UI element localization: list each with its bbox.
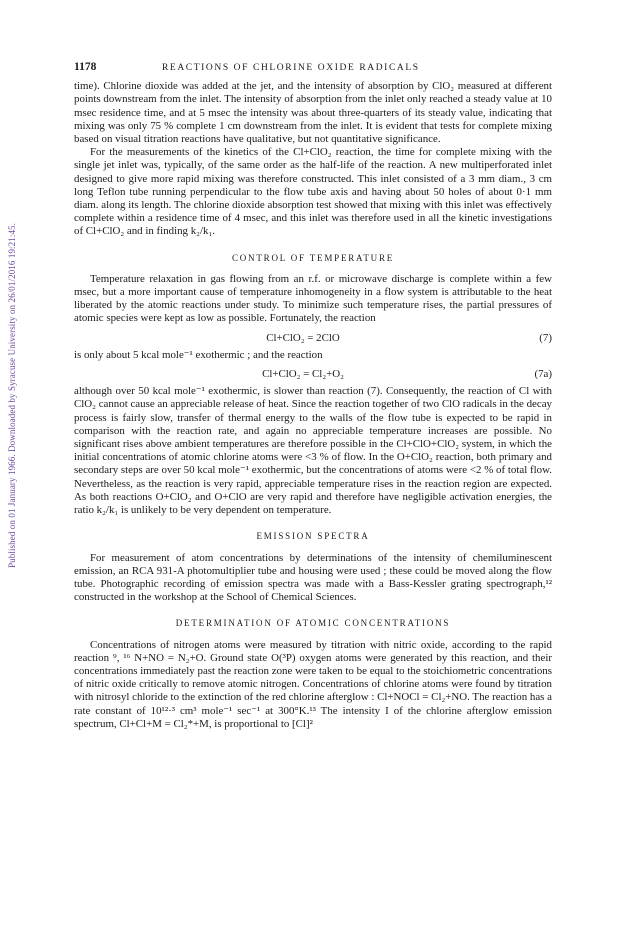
equation-7-number: (7) xyxy=(539,331,552,344)
section-heading-emission: EMISSION SPECTRA xyxy=(256,531,370,542)
equation-7-body: Cl+ClO₂ = 2ClO xyxy=(266,331,340,344)
paragraph-emission-spectra: For measurement of atom concentrations by determinations of the intensity of chemiluminescent emission, an RCA 931-A photomultiplier tube and housing were used ; these could be moved along the flow tube. Photographic recording of emission spectra was made with a Bass-Kessler grating spectrograph,¹² constructed in the workshop at the School of Chemical Sciences. xyxy=(74,551,552,604)
paragraph-kinetics-inlet: For the measurements of the kinetics of the Cl+ClO₂ reaction, the time for complete mixing with the single jet inlet was, typically, of the same order as the half-life of the reaction. A new multiperforated inlet designed to give more rapid mixing was therefore constructed. This inlet consisted of a 3 mm diam., 3 cm long Teflon tube running perpendicular to the flow tube axis and having about 50 holes of about 0·1 mm diam. along its length. The chlorine dioxide absorption test showed that mixing with this inlet was effectively complete within a residence time of 4 msec, and this inlet was therefore used in all the kinetic investigations of Cl+ClO₂ and in finding k₂/k₁. xyxy=(74,146,552,238)
paper-page xyxy=(74,61,552,731)
paragraph-temperature-discussion: although over 50 kcal mole⁻¹ exothermic, is slower than reaction (7). Consequently, the reaction of Cl with ClO₂ cannot cause an appreciable release of heat. Since the reaction together of two ClO radicals in the decay process is fairly slow, transfer of thermal energy to the walls of the flow tube is expected to be rapid in comparison with the reaction rate, and again no appreciable temperature increases are possible. No significant rises above ambient temperatures are therefore possible in the Cl+ClO+ClO₂ system, in which the initial concentrations of atomic chlorine atoms were <3 % of flow. In the O+ClO₂ reaction, both primary and secondary steps are over 50 kcal mole⁻¹ exothermic, but the concentrations of atoms were <2 % of total flow. Nevertheless, as the reaction is very rapid, appreciable temperature rises in the reaction region are expected. As both reactions O+ClO₂ and O+ClO are very rapid and therefore have negligible activation energies, the ratio k₂/k₁ is unlikely to be very dependent on temperature. xyxy=(74,385,552,517)
page-number: 1178 xyxy=(74,61,97,73)
publication-sidebar-text: Published on 01 January 1966. Downloaded by Syracuse University on 26/01/2016 19:21:45. xyxy=(7,222,17,568)
paragraph-exothermic: is only about 5 kcal mole⁻¹ exothermic ; and the reaction xyxy=(74,348,323,361)
running-title: REACTIONS OF CHLORINE OXIDE RADICALS xyxy=(162,63,420,73)
equation-7a-body: Cl+ClO₂ = Cl₂+O₂ xyxy=(262,368,344,381)
paragraph-mixing-test: time). Chlorine dioxide was added at the jet, and the intensity of absorption by ClO₂ measured at different points downstream from the inlet. The intensity of absorption from the inlet only reached a steady value at 10 msec residence time, and at 5 msec the intensity was about three-quarters of its steady value, indicating that mixing was only 75 % complete 1 cm downstream from the inlet. It is evident that tests for complete mixing based on visual titration reactions have qualitative, but not quantitative significance. xyxy=(74,80,552,146)
paragraph-atomic-concentrations: Concentrations of nitrogen atoms were measured by titration with nitric oxide, according to the rapid reaction ⁹, ¹⁶ N+NO = N₂+O. Ground state O(³P) oxygen atoms were generated by this reaction, and their concentrations immediately past the reaction zone were taken to be equal to the stoichiometric concentrations of nitric oxide critically to remove atomic nitrogen. Concentrations of chlorine atoms were found by titration with nitrosyl chloride to the extinction of the red chlorine afterglow : Cl+NOCl = Cl₂+NO. The reaction has a rate constant of 10¹²·³ cm³ mole⁻¹ sec⁻¹ at 300°K.¹³ The intensity I of the chlorine afterglow emission spectrum, Cl+Cl+M = Cl₂*+M, is proportional to [Cl]² xyxy=(74,638,552,730)
page-header xyxy=(74,61,552,75)
paragraph-temperature-relaxation: Temperature relaxation in gas flowing from an r.f. or microwave discharge is complete within a few msec, but a more important cause of temperature inhomogeneity in a flow system is attributable to the heat liberated by the atomic reactions under study. To minimize such temperature rises, the partial pressures of atomic species were kept as low as possible. Fortunately, the reaction xyxy=(74,272,552,325)
publication-sidebar-note xyxy=(6,160,18,630)
equation-7a-number: (7a) xyxy=(534,368,552,381)
section-heading-atomic: DETERMINATION OF ATOMIC CONCENTRATIONS xyxy=(175,618,451,629)
equation-7a xyxy=(74,368,552,381)
section-heading-temperature: CONTROL OF TEMPERATURE xyxy=(231,252,395,263)
equation-7 xyxy=(74,332,552,345)
